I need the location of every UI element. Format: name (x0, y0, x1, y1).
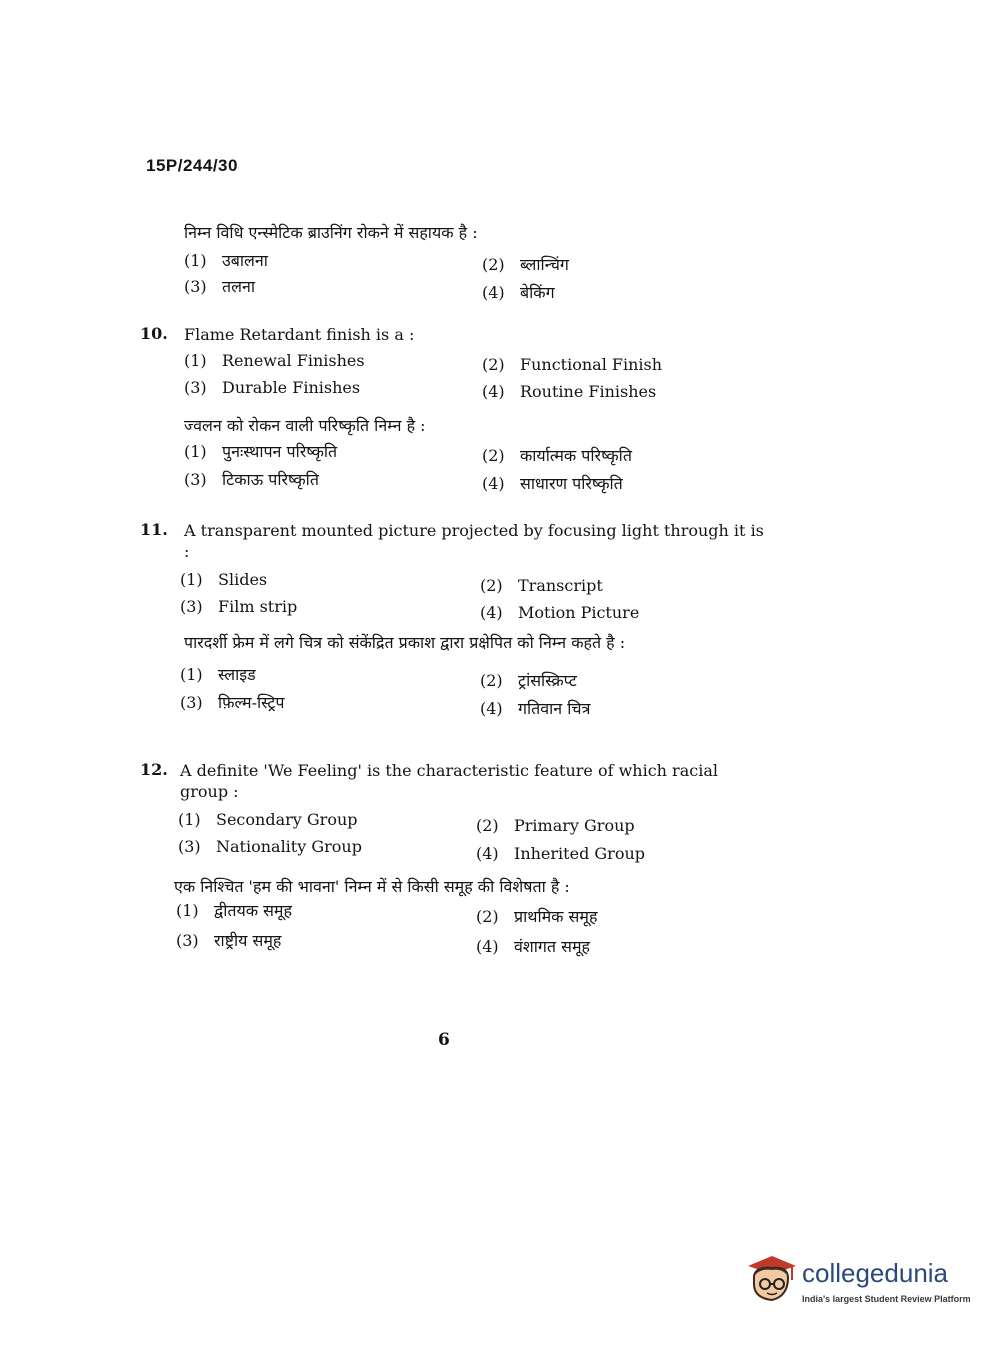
question-number: 10. (140, 324, 168, 343)
option-number: (3) (180, 597, 203, 616)
option-text: Primary Group (514, 816, 635, 835)
option-4 (482, 281, 555, 303)
option-number: (1) (176, 901, 199, 920)
option-1 (178, 810, 358, 829)
option-text: प्राथमिक समूह (514, 907, 598, 926)
option-1 (180, 663, 256, 685)
option-text: Film strip (218, 597, 298, 616)
option-number: (3) (180, 693, 203, 712)
options (184, 243, 780, 302)
question-9-hindi (140, 222, 780, 302)
question-stem-hindi: ज्वलन को रोकन वाली परिष्कृति निम्न है : (184, 416, 426, 435)
option-4 (480, 603, 639, 622)
option-3 (184, 468, 319, 490)
option-text: ब्लान्चिंग (520, 255, 569, 274)
option-3 (184, 378, 360, 397)
question-stem-hindi: पारदर्शी फ्रेम में लगे चित्र को संकेंद्रित प्रकाश द्वारा प्रक्षेपित को निम्न कहते है : (184, 633, 626, 652)
page-number: 6 (438, 1030, 450, 1050)
option-text: Transcript (518, 576, 603, 595)
option-3 (184, 275, 255, 297)
option-number: (3) (184, 277, 207, 296)
option-text: Routine Finishes (520, 382, 657, 401)
option-2 (476, 905, 597, 927)
option-text: साधारण परिष्कृति (520, 474, 623, 493)
option-number: (2) (482, 446, 505, 465)
option-number: (4) (482, 474, 505, 493)
option-text: Motion Picture (518, 603, 640, 622)
brand-name: collegedunia (802, 1258, 949, 1288)
option-number: (2) (482, 355, 505, 374)
option-text: तलना (222, 277, 255, 296)
question-stem-hindi: निम्न विधि एन्स्मेटिक ब्राउनिंग रोकने में सहायक है : (184, 223, 478, 242)
option-2 (480, 669, 577, 691)
paper-code: 15P/244/30 (146, 156, 238, 175)
option-number: (4) (476, 844, 499, 863)
option-3 (176, 929, 281, 951)
option-text: स्लाइड (218, 665, 256, 684)
option-number: (4) (480, 603, 503, 622)
option-text: Functional Finish (520, 355, 663, 374)
option-number: (1) (180, 665, 203, 684)
options (180, 802, 780, 864)
question-number: 12. (140, 760, 168, 779)
option-number: (4) (482, 283, 505, 302)
option-2 (476, 816, 635, 835)
option-4 (482, 472, 623, 494)
option-2 (482, 444, 632, 466)
option-2 (480, 576, 603, 595)
option-text: Inherited Group (514, 844, 645, 863)
option-number: (1) (184, 251, 207, 270)
options (184, 345, 780, 403)
question-11 (140, 520, 780, 718)
question-number: 11. (140, 520, 168, 539)
option-text: गतिवान चित्र (518, 699, 591, 718)
option-number: (2) (480, 576, 503, 595)
option-number: (3) (178, 837, 201, 856)
hindi-options (184, 436, 780, 494)
option-text: फ़िल्म-स्ट्रिप (218, 693, 285, 712)
option-number: (2) (482, 255, 505, 274)
option-3 (178, 837, 362, 856)
option-text: उबालना (222, 251, 268, 270)
option-number: (1) (180, 570, 203, 589)
option-text: बेकिंग (520, 283, 555, 302)
option-number: (2) (476, 907, 499, 926)
option-1 (180, 570, 267, 589)
option-text: Secondary Group (216, 810, 358, 829)
option-number: (1) (184, 442, 207, 461)
hindi-options (180, 653, 780, 718)
mascot-icon (742, 1250, 800, 1308)
option-number: (2) (480, 671, 503, 690)
option-text: Durable Finishes (222, 378, 361, 397)
option-number: (4) (480, 699, 503, 718)
option-text: पुनःस्थापन परिष्कृति (222, 442, 338, 461)
option-number: (3) (184, 470, 207, 489)
option-4 (476, 935, 590, 957)
hindi-options (176, 897, 780, 959)
option-4 (476, 844, 645, 863)
option-3 (180, 691, 285, 713)
brand-logo (742, 1250, 972, 1310)
option-number: (4) (476, 937, 499, 956)
option-number: (3) (176, 931, 199, 950)
option-number: (3) (184, 378, 207, 397)
option-number: (2) (476, 816, 499, 835)
option-text: Renewal Finishes (222, 351, 365, 370)
options (180, 562, 780, 622)
option-1 (184, 440, 337, 462)
question-12 (140, 760, 780, 959)
option-text: Nationality Group (216, 837, 362, 856)
option-text: टिकाऊ परिष्कृति (222, 470, 319, 489)
option-text: वंशागत समूह (514, 937, 591, 956)
option-text: कार्यात्मक परिष्कृति (520, 446, 632, 465)
option-2 (482, 253, 569, 275)
option-number: (1) (178, 810, 201, 829)
option-text: Slides (218, 570, 268, 589)
question-10 (140, 324, 780, 494)
question-stem: Flame Retardant finish is a : (184, 325, 415, 344)
option-1 (184, 351, 365, 370)
question-stem-hindi: एक निश्चित 'हम की भावना' निम्न में से किसी समूह की विशेषता है : (174, 877, 570, 896)
option-3 (180, 597, 297, 616)
question-stem: A transparent mounted picture projected by focusing light through it is : (184, 521, 764, 561)
option-2 (482, 355, 662, 374)
option-1 (184, 249, 268, 271)
question-stem: A definite 'We Feeling' is the characteristic feature of which racial group : (180, 761, 718, 801)
option-text: राष्ट्रीय समूह (214, 931, 282, 950)
option-1 (176, 899, 292, 921)
option-4 (482, 382, 656, 401)
option-text: द्वीतयक समूह (214, 901, 292, 920)
option-number: (1) (184, 351, 207, 370)
option-number: (4) (482, 382, 505, 401)
option-text: ट्रांसस्क्रिप्ट (518, 671, 577, 690)
brand-tagline: India's largest Student Review Platform (802, 1294, 971, 1304)
option-4 (480, 697, 590, 719)
